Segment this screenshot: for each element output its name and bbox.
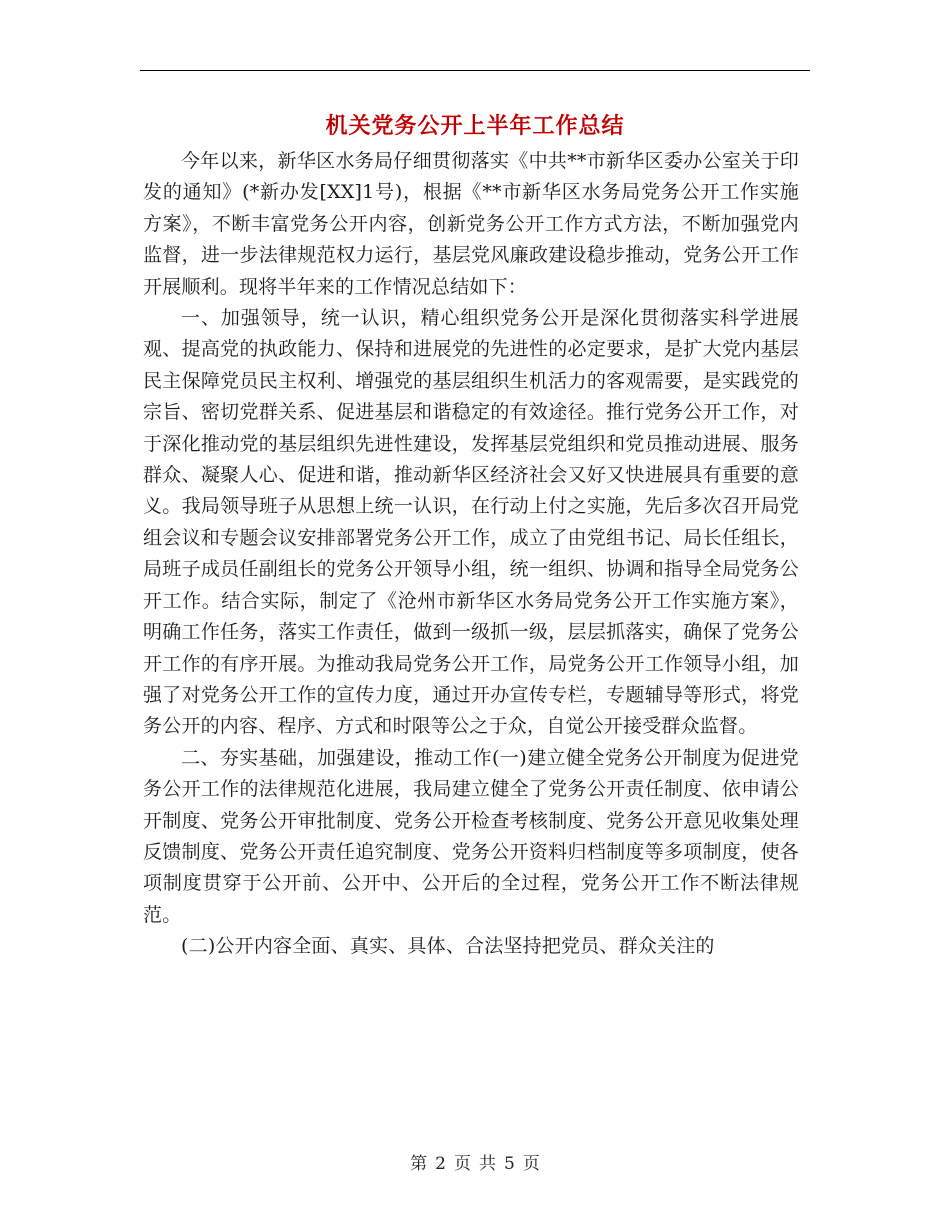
footer-page-number: 2 <box>435 1154 446 1174</box>
paragraph-section-1: 一、加强领导，统一认识，精心组织党务公开是深化贯彻落实科学进展观、提高党的执政能力、保持和进展党的先进性的必定要求，是扩大党内基层民主保障党员民主权利、增强党的基层组织生机活力的客观需要，是实践党的宗旨、密切党群关系、促进基层和谐稳定的有效途径。推行党务公开工作，对于深化推动党的基层组织先进性建设，发挥基层党组织和党员推动进展、服务群众、凝聚人心、促进和谐，推动新华区经济社会又好又快进展具有重要的意义。我局领导班子从思想上统一认识，在行动上付之实施，先后多次召开局党组会议和专题会议安排部署党务公开工作，成立了由党组书记、局长任组长，局班子成员任副组长的党务公开领导小组，统一组织、协调和指导全局党务公开工作。结合实际，制定了《沧州市新华区水务局党务公开工作实施方案》，明确工作任务，落实工作责任，做到一级抓一级，层层抓落实，确保了党务公开工作的有序开展。为推动我局党务公开工作，局党务公开工作领导小组，加强了对党务公开工作的宣传力度，通过开办宣传专栏，专题辅导等形式，将党务公开的内容、程序、方式和时限等公之于众，自觉公开接受群众监督。 <box>143 307 799 738</box>
footer-total-unit: 页 <box>522 1154 540 1174</box>
paragraph-section-2-sub-2: (二)公开内容全面、真实、具体、合法坚持把党员、群众关注的 <box>181 935 715 958</box>
footer-total-pages: 5 <box>504 1154 515 1174</box>
page-footer <box>0 1152 950 1176</box>
document-body <box>143 146 799 963</box>
document-title: 机关党务公开上半年工作总结 <box>325 113 625 139</box>
footer-page-unit: 页 <box>454 1154 471 1174</box>
header-rule <box>140 70 810 71</box>
paragraph-section-2: 二、夯实基础，加强建设，推动工作(一)建立健全党务公开制度为促进党务公开工作的法律规范化进展，我局建立健全了党务公开责任制度、依申请公开制度、党务公开审批制度、党务公开检查考核制度、党务公开意见收集处理反馈制度、党务公开责任追究制度、党务公开资料归档制度等多项制度，使各项制度贯穿于公开前、公开中、公开后的全过程，党务公开工作不断法律规范。 <box>143 746 799 926</box>
paragraph-intro: 今年以来，新华区水务局仔细贯彻落实《中共**市新华区委办公室关于印发的通知》(*新办发[XX]1号)，根据《**市新华区水务局党务公开工作实施方案》，不断丰富党务公开内容，创新党务公开工作方式方法，不断加强党内监督，进一步法律规范权力运行，基层党风廉政建设稳步推动，党务公开工作开展顺利。现将半年来的工作情况总结如下： <box>143 150 799 298</box>
footer-total-prefix: 共 <box>479 1154 496 1174</box>
footer-prefix: 第 <box>410 1154 428 1174</box>
